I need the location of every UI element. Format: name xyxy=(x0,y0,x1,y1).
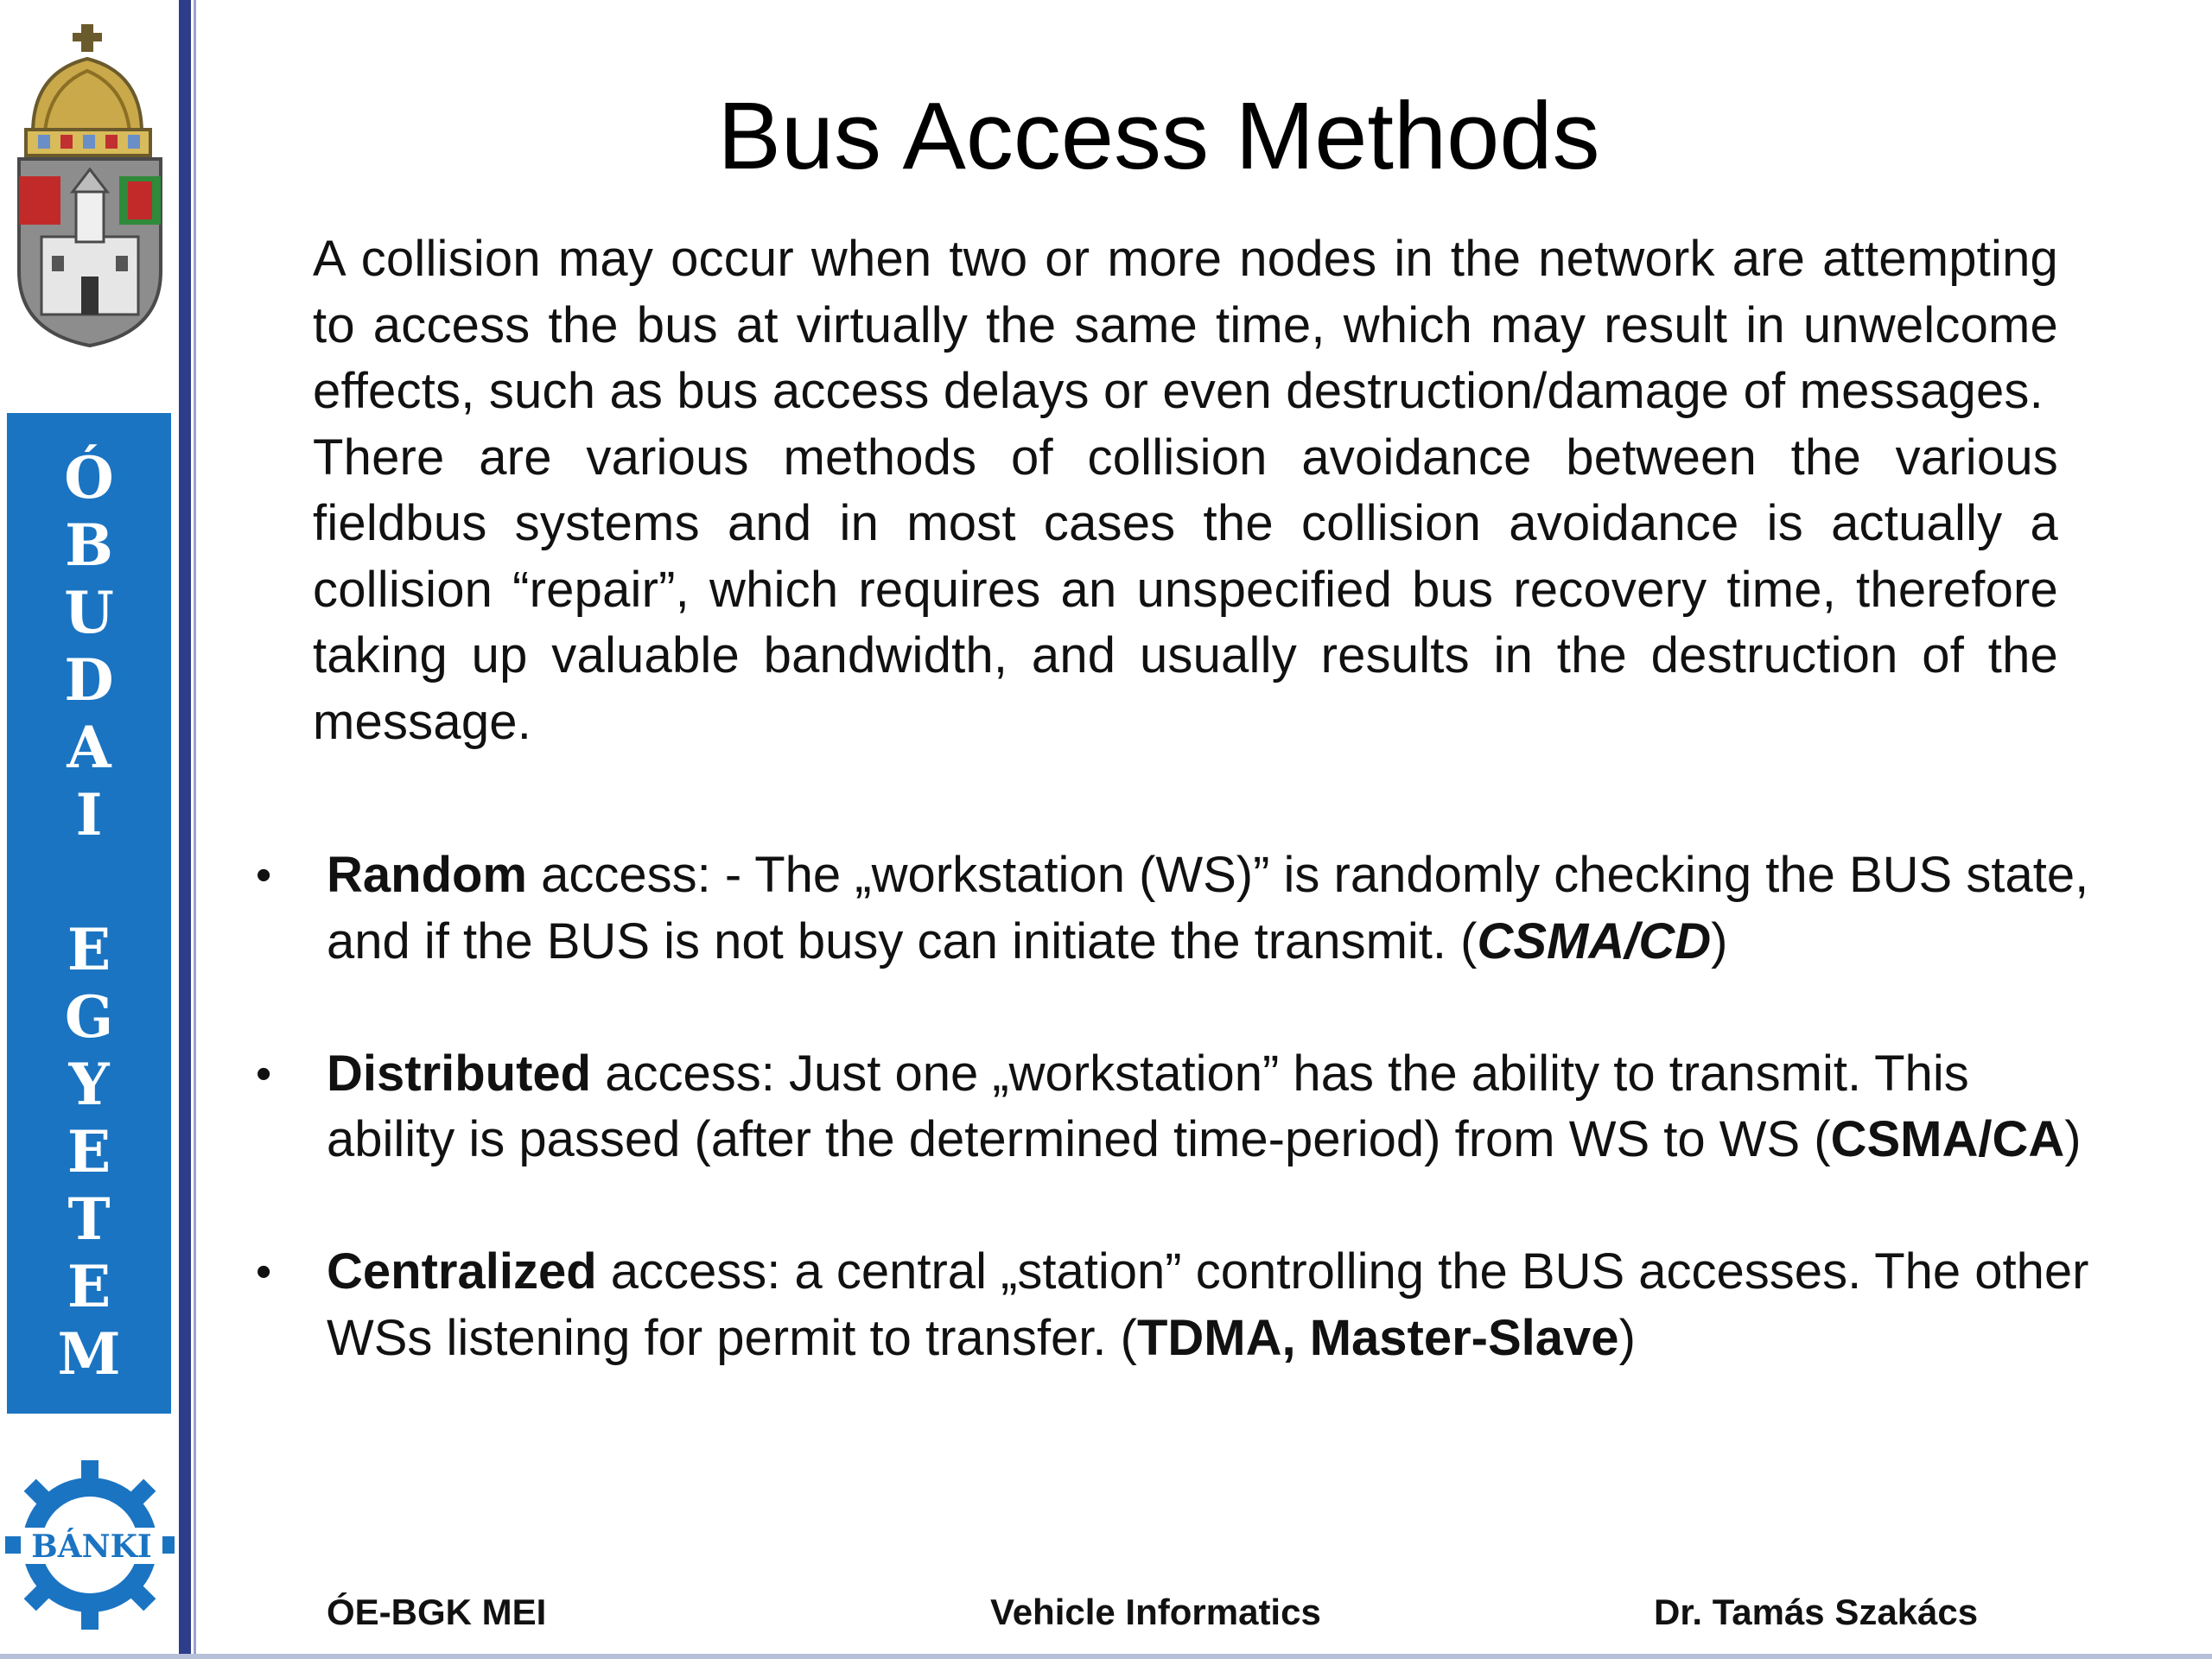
bottom-border xyxy=(0,1654,2212,1659)
method-term: Random xyxy=(327,847,527,903)
banner-letter: A xyxy=(67,714,111,781)
banner-letter: M xyxy=(57,1320,121,1388)
footer-institution: ÓE-BGK MEI xyxy=(327,1592,547,1632)
method-description: access: Just one „workstation” has the ability to transmit. This ability is passed (after the determined time-period) from WS to WS ( xyxy=(327,1045,1969,1167)
bullet-icon: • xyxy=(256,1247,272,1297)
banner-letter: G xyxy=(64,983,114,1051)
intro-text xyxy=(313,226,2058,755)
method-description: access: - The „workstation (WS)” is randomly checking the BUS state, and if the BUS is not busy can initiate the transmit. ( xyxy=(327,847,2089,969)
method-description: access: a central „station” controlling the BUS accesses. The other WSs listening for permit to transfer. ( xyxy=(327,1243,2089,1366)
university-crest-icon xyxy=(7,21,173,349)
intro-paragraph: There are various methods of collision avoidance between the various fieldbus systems and in most cases the collision avoidance is actually a collision “repair”, which requires an unspecified bus recovery time, therefore taking up valuable bandwidth, and usually results in the destruction of the message. xyxy=(313,429,2058,750)
banki-logo-text: BÁNKI xyxy=(31,1529,152,1565)
method-protocol: CSMA/CA xyxy=(1830,1111,2065,1167)
method-protocol: TDMA, Master-Slave xyxy=(1136,1309,1619,1366)
banner-letter: B xyxy=(65,512,113,579)
footer-author: Dr. Tamás Szakács xyxy=(1654,1592,1979,1632)
sidebar xyxy=(0,0,176,1659)
footer-course: Vehicle Informatics xyxy=(990,1592,1321,1632)
method-close: ) xyxy=(1711,912,1728,969)
method-close: ) xyxy=(1618,1309,1636,1366)
banki-gear-logo-icon xyxy=(3,1459,176,1631)
access-methods-list xyxy=(251,842,2091,1438)
list-item xyxy=(251,1239,2091,1371)
list-item xyxy=(251,842,2091,975)
method-term: Centralized xyxy=(327,1243,597,1300)
sidebar-divider-thin xyxy=(194,0,196,1659)
banner-letter: Ó xyxy=(64,444,114,512)
method-protocol: CSMA/CD xyxy=(1477,912,1712,969)
bullet-icon: • xyxy=(256,850,272,900)
method-close: ) xyxy=(2064,1111,2082,1167)
banner-letter xyxy=(7,849,171,916)
slide-title: Bus Access Methods xyxy=(717,83,1600,189)
banner-letter: D xyxy=(64,646,114,714)
banner-letter: U xyxy=(64,579,114,646)
method-term: Distributed xyxy=(327,1045,592,1102)
university-name-banner xyxy=(7,413,171,1414)
sidebar-divider xyxy=(179,0,191,1659)
banner-letter: T xyxy=(67,1185,111,1253)
bullet-icon: • xyxy=(256,1048,272,1099)
banner-letter: E xyxy=(67,1118,111,1185)
banner-letter: I xyxy=(75,781,103,849)
list-item xyxy=(251,1041,2091,1173)
banner-letter: Y xyxy=(68,1051,110,1118)
banner-letter: E xyxy=(67,916,111,983)
intro-paragraph: A collision may occur when two or more nodes in the network are attempting to access the bus at virtually the same time, which may result in unwelcome effects, such as bus access delays or even destruction/damage of messages. xyxy=(313,231,2058,419)
banner-letter: E xyxy=(67,1253,111,1320)
